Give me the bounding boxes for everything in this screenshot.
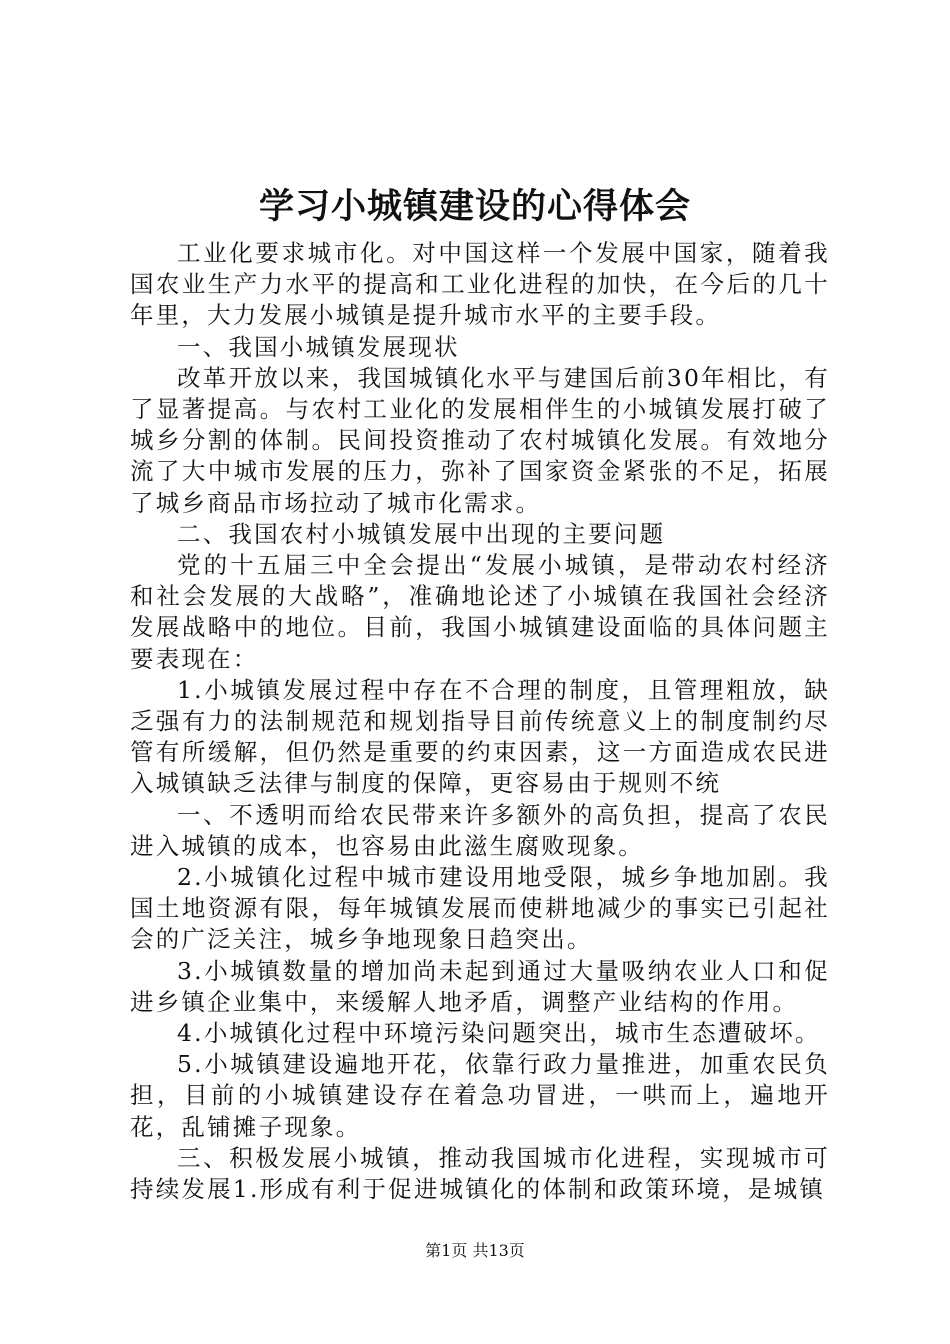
paragraph-problems-intro: 党的十五届三中全会提出“发展小城镇，是带动农村经济和社会发展的大战略”，准确地论述了小城镇在我国社会经济发展战略中的地位。目前，我国小城镇建设面临的具体问题主要表现在：: [130, 551, 830, 673]
paragraph-problem-1: 1.小城镇发展过程中存在不合理的制度，且管理粗放，缺乏强有力的法制规范和规划指导目前传统意义上的制度制约尽管有所缓解，但仍然是重要的约束因素，这一方面造成农民进入城镇缺乏法律与制度的保障，更容易由于规则不统: [130, 675, 830, 798]
paragraph-problem-4: 4.小城镇化过程中环境污染问题突出，城市生态遭破坏。: [177, 1019, 821, 1048]
heading-section-2: 二、我国农村小城镇发展中出现的主要问题: [177, 519, 666, 548]
document-body: [130, 238, 830, 1205]
document-title: 学习小城镇建设的心得体会: [258, 186, 691, 227]
paragraph-intro: 工业化要求城市化。对中国这样一个发展中国家，随着我国农业生产力水平的提高和工业化进程的加快，在今后的几十年里，大力发展小城镇是提升城市水平的主要手段。: [130, 239, 830, 330]
paragraph-problem-2: 2.小城镇化过程中城市建设用地受限，城乡争地加剧。我国土地资源有限，每年城镇发展而使耕地减少的事实已引起社会的广泛关注，城乡争地现象日趋突出。: [130, 863, 830, 954]
page-footer: 第1页 共13页: [425, 1241, 525, 1260]
heading-section-1: 一、我国小城镇发展现状: [177, 332, 460, 361]
paragraph-problem-1-cont: 一、不透明而给农民带来许多额外的高负担，提高了农民进入城镇的成本，也容易由此滋生腐败现象。: [130, 800, 830, 860]
paragraph-problem-3: 3.小城镇数量的增加尚未起到通过大量吸纳农业人口和促进乡镇企业集中，来缓解人地矛盾，调整产业结构的作用。: [130, 956, 830, 1016]
paragraph-problem-5: 5.小城镇建设遍地开花，依靠行政力量推进，加重农民负担，目前的小城镇建设存在着急功冒进，一哄而上，遍地开花，乱铺摊子现象。: [130, 1050, 830, 1141]
heading-section-3: 三、积极发展小城镇，推动我国城市化进程，实现城市可持续发展1.形成有利于促进城镇化的体制和政策环境，是城镇: [130, 1143, 830, 1204]
paragraph-status: 改革开放以来，我国城镇化水平与建国后前30年相比，有了显著提高。与农村工业化的发展相伴生的小城镇发展打破了城乡分割的体制。民间投资推动了农村城镇化发展。有效地分流了大中城市发展的压力，弥补了国家资金紧张的不足，拓展了城乡商品市场拉动了城市化需求。: [130, 363, 830, 517]
